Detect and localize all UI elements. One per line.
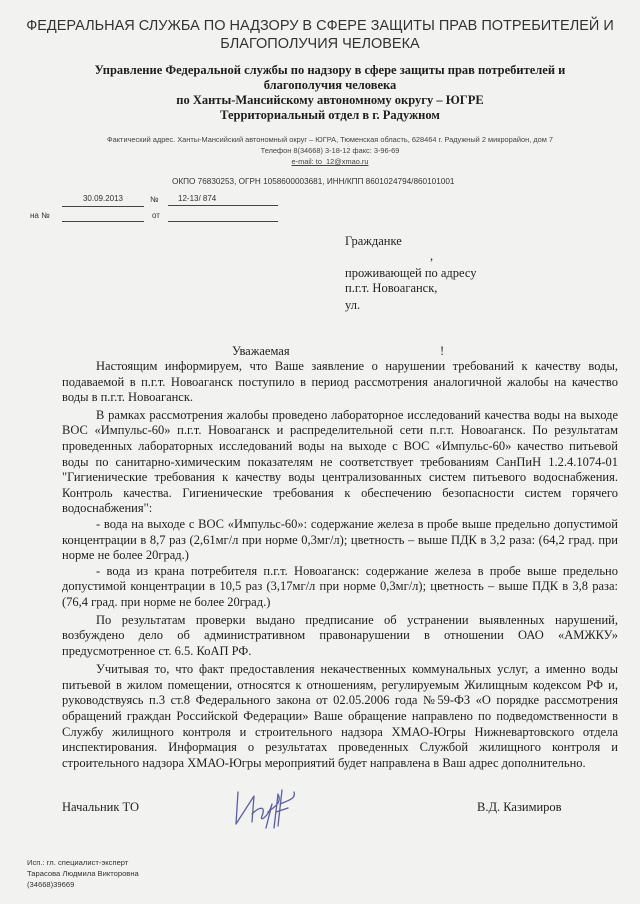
agency-header [0,17,640,53]
executor-name: Тарасова Людмила Викторовна [27,869,139,878]
department-line-2: благополучия человека [263,78,397,92]
contact-phone: Телефон 8(34668) 3-18-12 факс: 3-96-69 [260,146,400,155]
handwritten-signature [232,784,302,832]
department-header [40,63,620,123]
recipient-comma: , [430,249,434,263]
department-line-1: Управление Федеральной службы по надзору в сфере защиты прав потребителей и [94,63,566,77]
paragraph-6: Учитывая то, что факт предоставления некачественных коммунальных услуг, а именно воды питьевой в жилом помещении, относятся к отношениям, регулируемым Жилищным кодексом РФ и, руководствуясь п.3 ст.8 Федерального закона от 02.05.2006 года №59-ФЗ «О порядке рассмотрения обращений граждан Российской Федерации» Ваше обращение направлено по подведомственности в Службу жилищного контроля и строительного надзора ХМАО-Югры Нижневартовского отдела инспектирования. Информация о результатах проведенных Службой жилищного контроля и строительного надзора ХМАО-Югры мероприятий будет направлена в Ваш адрес дополнительно. [62,662,618,770]
registry-codes: ОКПО 76830253, ОГРН 1058600003681, ИНН/КПП 8601024794/860101001 [172,177,455,186]
paragraph-3: - вода на выходе с ВОС «Импульс-60»: содержание железа в пробе выше предельно допустимой концентрации в 8,7 раз (2,61мг/л при норме 0,3мг/л); цветность – выше ПДК в 3,2 раза: (64,2 град. при норме не более 20град.) [62,516,618,563]
reg-ot-label: от [152,211,160,220]
contact-email: e-mail: to_12@xmao.ru [291,157,369,166]
recipient-line-1: Гражданке [345,234,402,248]
paragraph-5: По результатам проверки выдано предписание об устранении выявленных нарушений, возбуждено дело об административном правонарушении в отношении ОАО «АМЖКУ» предусмотренное ст. 6.5. КоАП РФ. [62,612,618,658]
letter-body [62,359,618,771]
signatory-name: В.Д. Казимиров [477,800,562,814]
salutation-excl: ! [440,344,445,358]
reg-number: 12-13/ 874 [168,194,278,206]
paragraph-1: Настоящим информируем, что Ваше заявление о нарушении требований к качеству воды, подаваемой в п.г.т. Новоаганск поступило в период рассмотрения аналогичной жалобы на качество воды в п.г.т. Новоаганск. [62,359,618,405]
recipient-line-2: проживающей по адресу [345,266,477,280]
agency-line-2: БЛАГОПОЛУЧИЯ ЧЕЛОВЕКА [220,36,420,52]
reg-no-label: № [150,195,159,204]
agency-line-1: ФЕДЕРАЛЬНАЯ СЛУЖБА ПО НАДЗОРУ В СФЕРЕ ЗАЩИТЫ ПРАВ ПОТРЕБИТЕЛЕЙ И [26,18,614,34]
reg-na-label: на № [30,211,50,220]
executor-position: Исп.: гл. специалист-эксперт [27,858,129,867]
department-line-4: Территориальный отдел в г. Радужном [220,108,440,122]
executor-block [27,857,139,890]
reg-na-field [62,209,144,222]
reg-date: 30.09.2013 [62,194,144,207]
department-line-3: по Ханты-Мансийскому автономному округу – ЮГРЕ [176,93,484,107]
salutation: Уважаемая [232,344,290,358]
recipient-line-3: п.г.т. Новоаганск, [345,281,438,295]
paragraph-2: В рамках рассмотрения жалобы проведено лабораторное исследований качества воды на выходе ВОС «Импульс-60» п.г.т. Новоаганск и распределительной сети п.г.т. Новоаганск. По результатам проведенных лабораторных исследований воды на выходе с ВОС «Импульс-60» качество питьевой воды по санитарно-химическим показателям не соответствует требованиям СанПиН 1.2.4.1074-01 "Гигиенические требования к качеству воды централизованных систем питьевого водоснабжения. Контроль качества. Гигиенические требования к обеспечению безопасности систем горячего водоснабжения": [62,407,618,516]
paragraph-4: - вода из крана потребителя п.г.т. Новоаганск: содержание железа в пробе выше предельно допустимой концентрации в 10,5 раз (3,17мг/л при норме 0,3мг/л); цветность – выше ПДК в 3,8 раза: (76,4 град. при норме не более 20град.) [62,563,618,609]
recipient-line-4: ул. [345,298,361,312]
contact-address: Фактический адрес. Ханты-Мансийский автономный округ – ЮГРА, Тюменская область, 628464 г. Радужный 2 микрорайон, дом 7 [107,135,553,144]
reg-ot-field [168,209,278,222]
signatory-title: Начальник ТО [62,800,140,814]
contact-block [40,134,620,167]
executor-phone: (34668)39669 [27,880,75,889]
